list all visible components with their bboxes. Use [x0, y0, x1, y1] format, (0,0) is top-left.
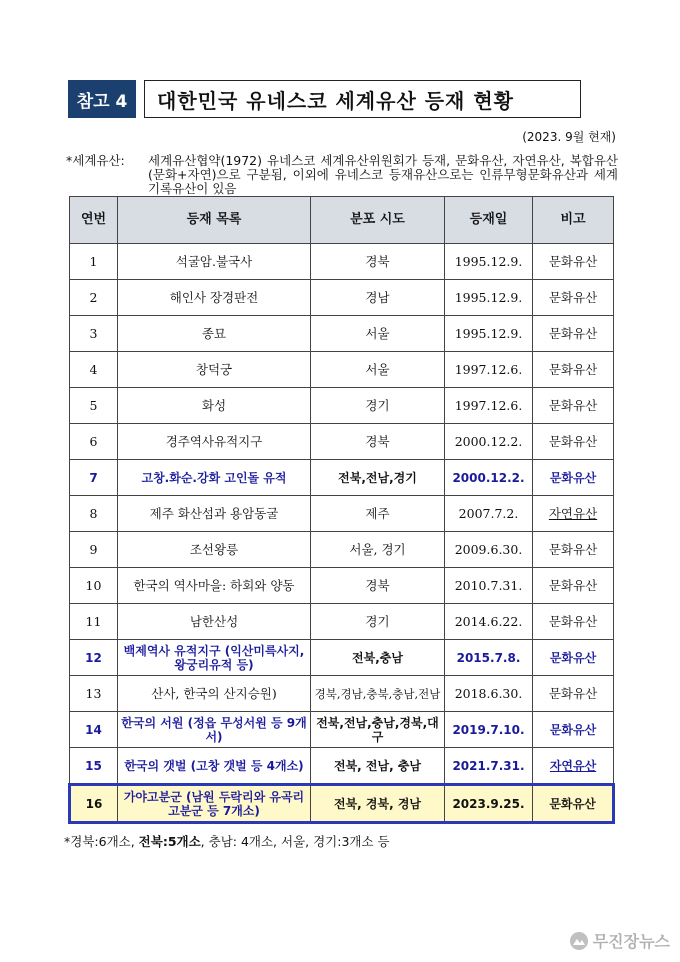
table-row: [70, 712, 614, 748]
row-no: 14: [70, 712, 118, 748]
table-row: [70, 424, 614, 460]
title-row: [68, 80, 581, 118]
table-row: [70, 568, 614, 604]
row-date: 2015.7.8.: [445, 640, 533, 676]
row-type: 문화유산: [533, 388, 614, 424]
row-area: 경북: [311, 568, 445, 604]
row-type: 문화유산: [533, 640, 614, 676]
row-no: 11: [70, 604, 118, 640]
row-date: 1995.12.9.: [445, 244, 533, 280]
watermark-text: 무진장뉴스: [592, 932, 670, 951]
row-date: 2018.6.30.: [445, 676, 533, 712]
row-type: 자연유산: [533, 748, 614, 785]
row-name: 경주역사유적지구: [118, 424, 311, 460]
table-row: [70, 244, 614, 280]
header-area: 분포 시도: [311, 197, 445, 244]
table-row: [70, 604, 614, 640]
table-header-row: [70, 197, 614, 244]
row-type: 문화유산: [533, 604, 614, 640]
heritage-table: [68, 196, 615, 824]
row-area: 경북,경남,충북,충남,전남: [311, 676, 445, 712]
row-area: 제주: [311, 496, 445, 532]
row-type: 문화유산: [533, 568, 614, 604]
row-name: 산사, 한국의 산지승원): [118, 676, 311, 712]
table-row: [70, 280, 614, 316]
row-date: 2000.12.2.: [445, 424, 533, 460]
table-row: [70, 748, 614, 785]
table-row: [70, 532, 614, 568]
table-row: [70, 640, 614, 676]
watermark-logo-icon: [569, 931, 589, 951]
note-label: *세계유산:: [66, 153, 125, 168]
page-title: 대한민국 유네스코 세계유산 등재 현황: [144, 80, 581, 118]
row-type: 문화유산: [533, 785, 614, 823]
row-no: 2: [70, 280, 118, 316]
row-type: 문화유산: [533, 532, 614, 568]
row-area: 경북: [311, 244, 445, 280]
watermark: [569, 929, 670, 952]
row-date: 2007.7.2.: [445, 496, 533, 532]
footnote-prefix: *경북:6개소,: [64, 834, 139, 849]
row-name: 한국의 갯벌 (고창 갯벌 등 4개소): [118, 748, 311, 785]
row-date: 2021.7.31.: [445, 748, 533, 785]
row-name: 창덕궁: [118, 352, 311, 388]
row-area: 전북, 전남, 충남: [311, 748, 445, 785]
row-area: 전북,전남,충남,경북,대구: [311, 712, 445, 748]
row-name: 종묘: [118, 316, 311, 352]
row-area: 서울: [311, 316, 445, 352]
row-date: 2019.7.10.: [445, 712, 533, 748]
row-no: 5: [70, 388, 118, 424]
row-area: 경북: [311, 424, 445, 460]
reference-label: 참고 4: [68, 80, 136, 118]
row-no: 12: [70, 640, 118, 676]
table-row: [70, 676, 614, 712]
row-area: 전북,전남,경기: [311, 460, 445, 496]
row-date: 2009.6.30.: [445, 532, 533, 568]
row-no: 1: [70, 244, 118, 280]
row-date: 2023.9.25.: [445, 785, 533, 823]
row-name: 조선왕릉: [118, 532, 311, 568]
footnote-bold: 전북:5개소: [138, 834, 201, 849]
row-type: 문화유산: [533, 352, 614, 388]
row-date: 2000.12.2.: [445, 460, 533, 496]
table-row: [70, 496, 614, 532]
row-type: 문화유산: [533, 460, 614, 496]
row-name: 석굴암.불국사: [118, 244, 311, 280]
row-type: 문화유산: [533, 316, 614, 352]
row-area: 전북,충남: [311, 640, 445, 676]
row-type: 자연유산: [533, 496, 614, 532]
header-note: 비고: [533, 197, 614, 244]
row-no: 6: [70, 424, 118, 460]
header-name: 등재 목록: [118, 197, 311, 244]
row-type: 문화유산: [533, 424, 614, 460]
row-date: 2014.6.22.: [445, 604, 533, 640]
table-row-highlighted: [70, 785, 614, 823]
row-no: 16: [70, 785, 118, 823]
table-row: [70, 460, 614, 496]
row-type: 문화유산: [533, 280, 614, 316]
row-no: 4: [70, 352, 118, 388]
row-area: 서울, 경기: [311, 532, 445, 568]
row-name: 제주 화산섬과 용암동굴: [118, 496, 311, 532]
row-name: 고창.화순.강화 고인돌 유적: [118, 460, 311, 496]
row-no: 8: [70, 496, 118, 532]
row-name: 한국의 서원 (정읍 무성서원 등 9개서): [118, 712, 311, 748]
header-no: 연번: [70, 197, 118, 244]
row-no: 7: [70, 460, 118, 496]
row-name: 화성: [118, 388, 311, 424]
row-date: 1995.12.9.: [445, 280, 533, 316]
row-area: 경기: [311, 388, 445, 424]
row-name: 백제역사 유적지구 (익산미륵사지, 왕궁리유적 등): [118, 640, 311, 676]
row-area: 서울: [311, 352, 445, 388]
row-date: 1995.12.9.: [445, 316, 533, 352]
row-date: 2010.7.31.: [445, 568, 533, 604]
header-date: 등재일: [445, 197, 533, 244]
footnote-suffix: , 충남: 4개소, 서울, 경기:3개소 등: [200, 834, 390, 849]
row-name: 남한산성: [118, 604, 311, 640]
table-row: [70, 388, 614, 424]
row-type: 문화유산: [533, 676, 614, 712]
row-name: 가야고분군 (남원 두락리와 유곡리 고분군 등 7개소): [118, 785, 311, 823]
row-no: 10: [70, 568, 118, 604]
table-row: [70, 352, 614, 388]
table-row: [70, 316, 614, 352]
row-area: 경기: [311, 604, 445, 640]
row-date: 1997.12.6.: [445, 388, 533, 424]
row-type: 문화유산: [533, 712, 614, 748]
row-name: 한국의 역사마을: 하회와 양동: [118, 568, 311, 604]
row-area: 경남: [311, 280, 445, 316]
row-no: 3: [70, 316, 118, 352]
row-name: 해인사 장경판전: [118, 280, 311, 316]
row-no: 13: [70, 676, 118, 712]
note-text: 세계유산협약(1972) 유네스코 세계유산위원회가 등재, 문화유산, 자연유산, 복합유산(문화+자연)으로 구분됨, 이외에 유네스코 등재유산으로는 인류무형문화유산과 세계기록유산이 있음: [148, 153, 618, 196]
row-area: 전북, 경북, 경남: [311, 785, 445, 823]
as-of-date: (2023. 9월 현재): [522, 130, 616, 144]
row-no: 15: [70, 748, 118, 785]
row-type: 문화유산: [533, 244, 614, 280]
row-no: 9: [70, 532, 118, 568]
row-date: 1997.12.6.: [445, 352, 533, 388]
footnote: [64, 832, 390, 850]
